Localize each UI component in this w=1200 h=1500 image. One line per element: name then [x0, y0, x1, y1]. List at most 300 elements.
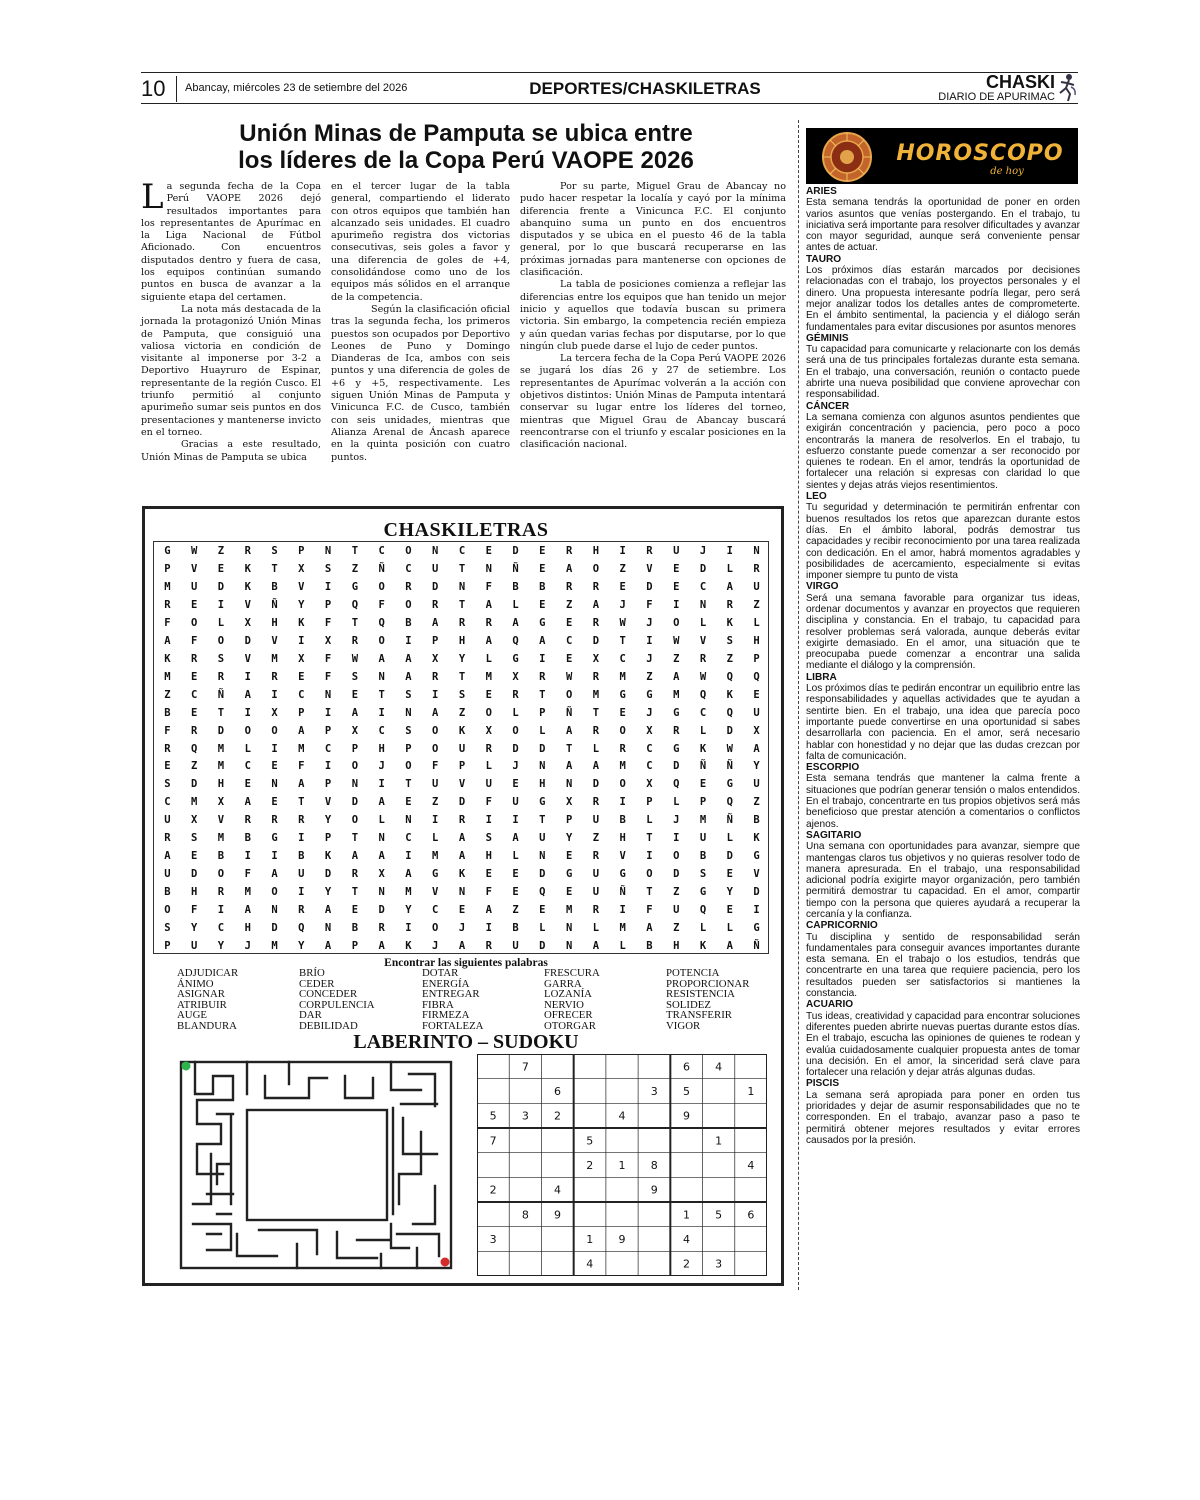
- grid-letter[interactable]: L: [539, 922, 546, 935]
- grid-letter[interactable]: B: [298, 850, 305, 863]
- grid-letter[interactable]: O: [673, 850, 680, 863]
- grid-letter[interactable]: I: [324, 706, 332, 719]
- grid-letter[interactable]: I: [753, 904, 760, 917]
- grid-letter[interactable]: M: [619, 670, 626, 683]
- grid-letter[interactable]: G: [646, 688, 653, 701]
- grid-letter[interactable]: F: [164, 616, 171, 629]
- grid-letter[interactable]: R: [164, 742, 171, 755]
- grid-letter[interactable]: O: [673, 616, 680, 629]
- grid-letter[interactable]: Z: [673, 886, 680, 899]
- grid-letter[interactable]: G: [753, 850, 760, 863]
- grid-letter[interactable]: Ñ: [699, 760, 707, 773]
- grid-letter[interactable]: F: [485, 580, 492, 593]
- grid-letter[interactable]: H: [619, 832, 626, 845]
- grid-letter[interactable]: X: [244, 616, 251, 629]
- grid-letter[interactable]: D: [726, 850, 733, 863]
- grid-letter[interactable]: R: [592, 580, 600, 593]
- grid-letter[interactable]: D: [673, 760, 680, 773]
- grid-letter[interactable]: Y: [753, 760, 760, 773]
- grid-letter[interactable]: P: [646, 796, 653, 809]
- grid-letter[interactable]: Z: [592, 832, 600, 845]
- grid-letter[interactable]: Z: [512, 904, 519, 917]
- grid-letter[interactable]: K: [298, 616, 305, 629]
- grid-letter[interactable]: P: [324, 724, 332, 737]
- grid-letter[interactable]: J: [244, 940, 251, 953]
- grid-letter[interactable]: T: [405, 778, 412, 791]
- grid-letter[interactable]: Q: [298, 922, 305, 935]
- grid-letter[interactable]: S: [271, 545, 278, 557]
- grid-letter[interactable]: L: [512, 706, 519, 719]
- grid-letter[interactable]: U: [191, 580, 198, 593]
- grid-letter[interactable]: O: [619, 778, 626, 791]
- grid-letter[interactable]: R: [753, 562, 760, 575]
- grid-letter[interactable]: T: [458, 598, 466, 611]
- grid-letter[interactable]: A: [244, 688, 251, 701]
- grid-letter[interactable]: D: [432, 580, 439, 593]
- grid-letter[interactable]: A: [726, 580, 733, 593]
- grid-letter[interactable]: R: [164, 598, 171, 611]
- grid-letter[interactable]: R: [512, 688, 519, 701]
- grid-letter[interactable]: M: [592, 688, 600, 701]
- grid-letter[interactable]: N: [565, 922, 573, 935]
- grid-letter[interactable]: A: [432, 616, 439, 629]
- grid-letter[interactable]: E: [539, 562, 546, 575]
- grid-letter[interactable]: J: [458, 922, 466, 935]
- grid-letter[interactable]: N: [699, 598, 707, 611]
- grid-letter[interactable]: N: [271, 904, 278, 917]
- grid-letter[interactable]: Ñ: [378, 562, 385, 575]
- grid-letter[interactable]: R: [565, 545, 573, 557]
- grid-letter[interactable]: E: [217, 562, 225, 575]
- grid-letter[interactable]: D: [592, 778, 600, 791]
- grid-letter[interactable]: D: [351, 796, 359, 809]
- grid-letter[interactable]: R: [592, 850, 600, 863]
- grid-letter[interactable]: V: [753, 868, 760, 881]
- grid-letter[interactable]: R: [458, 616, 466, 629]
- grid-letter[interactable]: E: [619, 580, 626, 593]
- grid-letter[interactable]: E: [512, 886, 519, 899]
- grid-letter[interactable]: D: [324, 868, 332, 881]
- grid-letter[interactable]: W: [619, 616, 626, 629]
- grid-letter[interactable]: F: [432, 760, 439, 773]
- grid-letter[interactable]: B: [351, 922, 359, 935]
- grid-letter[interactable]: C: [244, 760, 251, 773]
- grid-letter[interactable]: C: [619, 652, 626, 665]
- grid-letter[interactable]: C: [646, 742, 653, 755]
- grid-letter[interactable]: Q: [753, 670, 760, 683]
- grid-letter[interactable]: E: [351, 904, 359, 917]
- grid-letter[interactable]: A: [592, 940, 600, 953]
- grid-letter[interactable]: D: [271, 922, 278, 935]
- grid-letter[interactable]: O: [565, 688, 573, 701]
- grid-letter[interactable]: R: [539, 670, 546, 683]
- grid-letter[interactable]: B: [512, 922, 519, 935]
- grid-letter[interactable]: I: [298, 886, 305, 899]
- grid-letter[interactable]: A: [378, 940, 385, 953]
- grid-letter[interactable]: Y: [405, 904, 412, 917]
- grid-letter[interactable]: C: [298, 688, 305, 701]
- grid-letter[interactable]: Ñ: [726, 760, 733, 773]
- grid-letter[interactable]: N: [378, 670, 385, 683]
- grid-letter[interactable]: Y: [298, 940, 305, 953]
- grid-letter[interactable]: I: [726, 545, 733, 557]
- grid-letter[interactable]: P: [458, 760, 466, 773]
- grid-letter[interactable]: N: [378, 886, 385, 899]
- grid-letter[interactable]: R: [485, 742, 492, 755]
- grid-letter[interactable]: O: [191, 616, 198, 629]
- grid-letter[interactable]: O: [217, 634, 225, 647]
- grid-letter[interactable]: E: [351, 688, 359, 701]
- grid-letter[interactable]: E: [298, 670, 305, 683]
- grid-letter[interactable]: I: [619, 545, 626, 557]
- grid-letter[interactable]: I: [271, 742, 278, 755]
- grid-letter[interactable]: C: [458, 545, 466, 557]
- grid-letter[interactable]: R: [592, 904, 600, 917]
- grid-letter[interactable]: T: [351, 886, 359, 899]
- grid-letter[interactable]: E: [539, 545, 546, 557]
- grid-letter[interactable]: O: [592, 562, 600, 575]
- grid-letter[interactable]: Z: [753, 796, 760, 809]
- grid-letter[interactable]: A: [351, 706, 359, 719]
- grid-letter[interactable]: I: [673, 832, 680, 845]
- grid-letter[interactable]: M: [217, 760, 225, 773]
- grid-letter[interactable]: M: [164, 580, 171, 593]
- grid-letter[interactable]: M: [565, 904, 573, 917]
- grid-letter[interactable]: P: [164, 940, 171, 953]
- grid-letter[interactable]: V: [271, 634, 278, 647]
- grid-letter[interactable]: H: [592, 545, 600, 557]
- grid-letter[interactable]: C: [699, 580, 707, 593]
- grid-letter[interactable]: F: [646, 598, 653, 611]
- grid-letter[interactable]: K: [324, 850, 332, 863]
- grid-letter[interactable]: B: [271, 580, 278, 593]
- grid-letter[interactable]: U: [164, 814, 171, 827]
- grid-letter[interactable]: I: [244, 850, 251, 863]
- grid-letter[interactable]: R: [699, 652, 707, 665]
- grid-letter[interactable]: R: [592, 616, 600, 629]
- grid-letter[interactable]: I: [217, 598, 225, 611]
- grid-letter[interactable]: S: [164, 922, 171, 935]
- grid-letter[interactable]: L: [673, 796, 680, 809]
- grid-letter[interactable]: A: [458, 832, 466, 845]
- grid-letter[interactable]: J: [699, 545, 707, 557]
- grid-letter[interactable]: D: [646, 580, 653, 593]
- grid-letter[interactable]: T: [351, 832, 359, 845]
- grid-letter[interactable]: A: [458, 940, 466, 953]
- grid-letter[interactable]: C: [405, 562, 412, 575]
- grid-letter[interactable]: X: [646, 778, 653, 791]
- grid-letter[interactable]: G: [699, 886, 707, 899]
- grid-letter[interactable]: K: [753, 832, 760, 845]
- grid-letter[interactable]: D: [726, 724, 733, 737]
- grid-letter[interactable]: O: [378, 580, 385, 593]
- grid-letter[interactable]: A: [565, 562, 573, 575]
- grid-letter[interactable]: G: [726, 778, 733, 791]
- grid-letter[interactable]: A: [726, 940, 733, 953]
- grid-letter[interactable]: J: [432, 940, 439, 953]
- grid-letter[interactable]: L: [753, 616, 760, 629]
- grid-letter[interactable]: R: [565, 580, 573, 593]
- grid-letter[interactable]: Ñ: [619, 886, 626, 899]
- grid-letter[interactable]: E: [539, 598, 546, 611]
- grid-letter[interactable]: A: [539, 634, 546, 647]
- grid-letter[interactable]: Z: [565, 598, 573, 611]
- grid-letter[interactable]: H: [485, 850, 492, 863]
- grid-letter[interactable]: A: [458, 850, 466, 863]
- grid-letter[interactable]: I: [378, 706, 385, 719]
- grid-letter[interactable]: X: [592, 652, 600, 665]
- grid-letter[interactable]: O: [405, 760, 412, 773]
- grid-letter[interactable]: I: [673, 598, 680, 611]
- grid-letter[interactable]: Q: [512, 634, 519, 647]
- grid-letter[interactable]: I: [244, 670, 251, 683]
- grid-letter[interactable]: E: [673, 580, 680, 593]
- grid-letter[interactable]: R: [432, 598, 439, 611]
- grid-letter[interactable]: I: [432, 814, 439, 827]
- grid-letter[interactable]: Ñ: [271, 598, 278, 611]
- grid-letter[interactable]: K: [699, 742, 707, 755]
- grid-letter[interactable]: U: [753, 580, 760, 593]
- grid-letter[interactable]: W: [351, 652, 359, 665]
- grid-letter[interactable]: K: [726, 616, 733, 629]
- grid-letter[interactable]: I: [244, 706, 251, 719]
- grid-letter[interactable]: K: [244, 580, 251, 593]
- grid-letter[interactable]: I: [271, 688, 278, 701]
- grid-letter[interactable]: R: [164, 832, 171, 845]
- grid-letter[interactable]: M: [619, 760, 626, 773]
- grid-letter[interactable]: D: [217, 580, 225, 593]
- grid-letter[interactable]: E: [191, 850, 198, 863]
- grid-letter[interactable]: M: [271, 652, 278, 665]
- grid-letter[interactable]: I: [405, 922, 412, 935]
- grid-letter[interactable]: N: [405, 706, 412, 719]
- grid-letter[interactable]: W: [191, 545, 198, 557]
- grid-letter[interactable]: Y: [458, 652, 466, 665]
- grid-letter[interactable]: S: [405, 724, 412, 737]
- grid-letter[interactable]: A: [485, 598, 492, 611]
- grid-letter[interactable]: B: [405, 616, 412, 629]
- grid-letter[interactable]: I: [271, 850, 278, 863]
- grid-letter[interactable]: H: [673, 940, 680, 953]
- grid-letter[interactable]: M: [432, 850, 439, 863]
- grid-letter[interactable]: X: [378, 868, 385, 881]
- grid-letter[interactable]: N: [565, 940, 573, 953]
- grid-letter[interactable]: Ñ: [217, 688, 225, 701]
- grid-letter[interactable]: S: [191, 832, 198, 845]
- grid-letter[interactable]: I: [324, 760, 332, 773]
- grid-letter[interactable]: L: [726, 922, 733, 935]
- sudoku-grid[interactable]: [477, 1054, 767, 1276]
- grid-letter[interactable]: X: [485, 724, 492, 737]
- grid-letter[interactable]: Q: [378, 616, 385, 629]
- grid-letter[interactable]: K: [458, 868, 466, 881]
- grid-letter[interactable]: R: [458, 814, 466, 827]
- grid-letter[interactable]: P: [405, 742, 412, 755]
- grid-letter[interactable]: U: [298, 868, 305, 881]
- grid-letter[interactable]: S: [699, 868, 707, 881]
- grid-letter[interactable]: P: [565, 814, 573, 827]
- grid-letter[interactable]: D: [244, 634, 251, 647]
- grid-letter[interactable]: E: [458, 904, 466, 917]
- grid-letter[interactable]: A: [592, 598, 600, 611]
- grid-letter[interactable]: R: [244, 814, 251, 827]
- grid-letter[interactable]: D: [539, 868, 546, 881]
- grid-letter[interactable]: R: [432, 670, 439, 683]
- grid-letter[interactable]: E: [753, 688, 760, 701]
- grid-letter[interactable]: C: [565, 634, 573, 647]
- grid-letter[interactable]: R: [217, 886, 225, 899]
- grid-letter[interactable]: P: [298, 545, 305, 557]
- grid-letter[interactable]: P: [351, 742, 359, 755]
- grid-letter[interactable]: J: [619, 598, 626, 611]
- grid-letter[interactable]: C: [646, 760, 653, 773]
- grid-letter[interactable]: Q: [351, 598, 359, 611]
- grid-letter[interactable]: K: [699, 940, 707, 953]
- grid-letter[interactable]: A: [378, 652, 385, 665]
- grid-letter[interactable]: M: [619, 922, 626, 935]
- grid-letter[interactable]: N: [271, 778, 278, 791]
- grid-letter[interactable]: B: [753, 814, 760, 827]
- grid-letter[interactable]: A: [512, 616, 519, 629]
- grid-letter[interactable]: E: [512, 778, 519, 791]
- grid-letter[interactable]: T: [378, 688, 385, 701]
- grid-letter[interactable]: J: [673, 814, 680, 827]
- grid-letter[interactable]: N: [458, 580, 466, 593]
- grid-letter[interactable]: R: [271, 814, 278, 827]
- grid-letter[interactable]: Q: [726, 796, 733, 809]
- grid-letter[interactable]: Ñ: [512, 562, 519, 575]
- grid-letter[interactable]: S: [485, 832, 492, 845]
- grid-letter[interactable]: O: [432, 742, 439, 755]
- grid-letter[interactable]: A: [485, 904, 492, 917]
- grid-letter[interactable]: O: [619, 724, 626, 737]
- grid-letter[interactable]: Q: [673, 778, 680, 791]
- grid-letter[interactable]: F: [298, 760, 305, 773]
- grid-letter[interactable]: U: [512, 796, 519, 809]
- grid-letter[interactable]: A: [244, 904, 251, 917]
- grid-letter[interactable]: X: [512, 670, 519, 683]
- grid-letter[interactable]: E: [485, 868, 492, 881]
- grid-letter[interactable]: A: [753, 742, 760, 755]
- grid-letter[interactable]: A: [351, 850, 359, 863]
- grid-letter[interactable]: I: [646, 634, 653, 647]
- grid-letter[interactable]: L: [592, 742, 600, 755]
- grid-letter[interactable]: H: [271, 616, 278, 629]
- grid-letter[interactable]: D: [673, 868, 680, 881]
- grid-letter[interactable]: R: [485, 616, 492, 629]
- grid-letter[interactable]: Z: [351, 562, 359, 575]
- grid-letter[interactable]: Z: [753, 598, 760, 611]
- grid-letter[interactable]: E: [565, 850, 573, 863]
- grid-letter[interactable]: S: [405, 688, 412, 701]
- grid-letter[interactable]: Z: [458, 706, 466, 719]
- grid-letter[interactable]: F: [378, 598, 385, 611]
- grid-letter[interactable]: Z: [164, 688, 171, 701]
- grid-letter[interactable]: X: [432, 652, 439, 665]
- grid-letter[interactable]: N: [458, 886, 466, 899]
- grid-letter[interactable]: U: [191, 940, 198, 953]
- grid-letter[interactable]: E: [726, 904, 733, 917]
- grid-letter[interactable]: G: [512, 652, 519, 665]
- grid-letter[interactable]: U: [512, 940, 519, 953]
- grid-letter[interactable]: T: [298, 796, 305, 809]
- grid-letter[interactable]: B: [217, 850, 225, 863]
- grid-letter[interactable]: E: [512, 868, 519, 881]
- grid-letter[interactable]: E: [164, 760, 171, 773]
- grid-letter[interactable]: P: [324, 778, 332, 791]
- grid-letter[interactable]: B: [164, 706, 171, 719]
- grid-letter[interactable]: I: [485, 922, 492, 935]
- grid-letter[interactable]: E: [699, 778, 707, 791]
- grid-letter[interactable]: D: [217, 724, 225, 737]
- labyrinth-maze[interactable]: [177, 1054, 459, 1274]
- grid-letter[interactable]: B: [619, 814, 626, 827]
- grid-letter[interactable]: L: [217, 616, 225, 629]
- grid-letter[interactable]: G: [539, 796, 546, 809]
- grid-letter[interactable]: Z: [217, 545, 225, 557]
- grid-letter[interactable]: U: [432, 562, 439, 575]
- grid-letter[interactable]: A: [324, 940, 332, 953]
- grid-letter[interactable]: D: [539, 742, 546, 755]
- grid-letter[interactable]: R: [191, 652, 198, 665]
- grid-letter[interactable]: Y: [324, 814, 332, 827]
- grid-letter[interactable]: C: [405, 832, 412, 845]
- grid-letter[interactable]: G: [539, 616, 546, 629]
- grid-letter[interactable]: L: [592, 922, 600, 935]
- grid-letter[interactable]: E: [565, 886, 573, 899]
- grid-letter[interactable]: U: [592, 886, 600, 899]
- grid-letter[interactable]: R: [619, 742, 626, 755]
- grid-letter[interactable]: Y: [217, 940, 225, 953]
- grid-letter[interactable]: A: [646, 922, 653, 935]
- grid-letter[interactable]: M: [217, 832, 225, 845]
- grid-letter[interactable]: M: [244, 886, 251, 899]
- grid-letter[interactable]: E: [191, 670, 198, 683]
- grid-letter[interactable]: C: [164, 796, 171, 809]
- grid-letter[interactable]: N: [324, 922, 332, 935]
- grid-letter[interactable]: M: [699, 814, 707, 827]
- grid-letter[interactable]: Ñ: [753, 940, 760, 953]
- grid-letter[interactable]: M: [485, 670, 492, 683]
- grid-letter[interactable]: E: [191, 706, 198, 719]
- grid-letter[interactable]: A: [592, 760, 600, 773]
- grid-letter[interactable]: K: [164, 652, 171, 665]
- grid-letter[interactable]: K: [405, 940, 412, 953]
- grid-letter[interactable]: X: [753, 724, 760, 737]
- grid-letter[interactable]: O: [432, 724, 439, 737]
- grid-letter[interactable]: B: [646, 940, 653, 953]
- grid-letter[interactable]: Z: [673, 652, 680, 665]
- grid-letter[interactable]: E: [565, 616, 573, 629]
- grid-letter[interactable]: B: [699, 850, 707, 863]
- grid-letter[interactable]: L: [726, 562, 733, 575]
- grid-letter[interactable]: D: [458, 796, 466, 809]
- grid-letter[interactable]: W: [699, 670, 707, 683]
- grid-letter[interactable]: P: [753, 652, 760, 665]
- grid-letter[interactable]: R: [298, 904, 305, 917]
- grid-letter[interactable]: N: [485, 562, 492, 575]
- grid-letter[interactable]: K: [244, 562, 251, 575]
- grid-letter[interactable]: R: [592, 724, 600, 737]
- grid-letter[interactable]: A: [244, 796, 251, 809]
- grid-letter[interactable]: M: [164, 670, 171, 683]
- grid-letter[interactable]: O: [271, 724, 278, 737]
- grid-letter[interactable]: F: [244, 868, 251, 881]
- grid-letter[interactable]: D: [699, 562, 707, 575]
- grid-letter[interactable]: P: [539, 706, 546, 719]
- grid-letter[interactable]: U: [485, 778, 492, 791]
- grid-letter[interactable]: M: [271, 940, 278, 953]
